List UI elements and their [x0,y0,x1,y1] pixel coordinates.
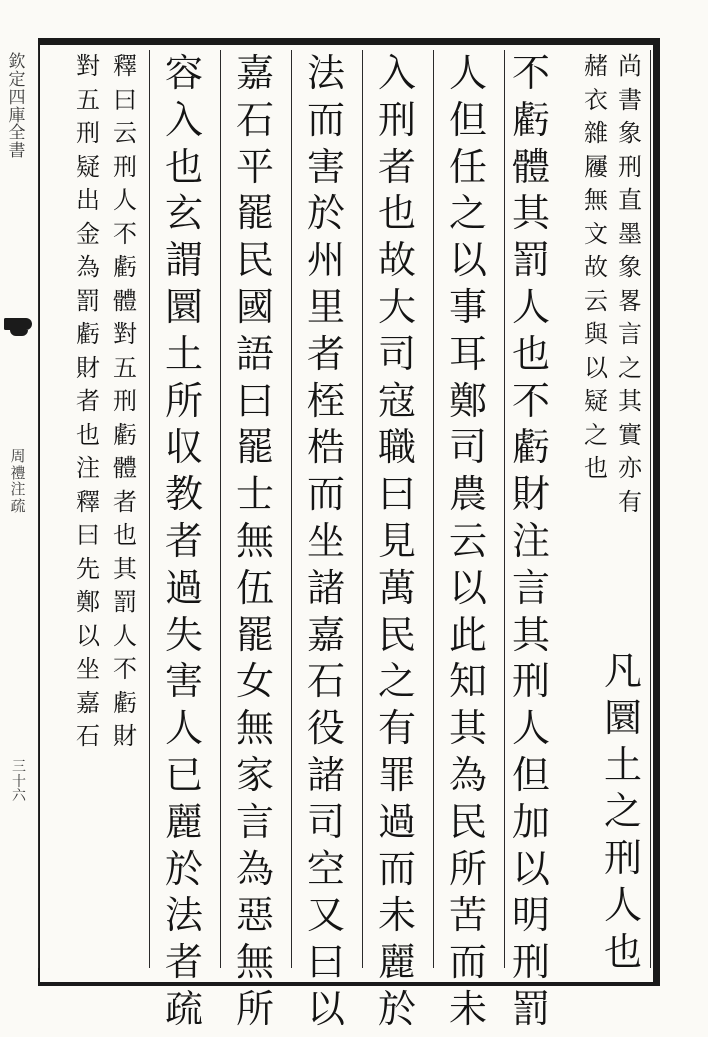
glyph: 諸 [306,565,345,610]
glyph: 注 [10,480,26,498]
main-text-column-4 [374,51,420,1037]
glyph: 萬 [377,565,416,610]
glyph: 寇 [377,378,416,423]
glyph: 平 [235,144,274,189]
glyph: 事 [448,284,487,329]
glyph: 土 [164,331,203,376]
glyph: 虧 [113,420,137,449]
glyph: 罰 [511,986,550,1031]
glyph: 所 [448,846,487,891]
column-rule [291,50,292,968]
glyph: 其 [448,706,487,751]
glyph: 人 [113,186,137,214]
glyph: 書 [618,85,642,114]
glyph: 罰 [511,238,550,283]
commentary-column-8a [110,54,140,758]
glyph: 女 [235,659,274,704]
glyph: 財 [113,722,137,750]
commentary-column-8b [74,54,102,758]
glyph: 嘉 [76,688,100,717]
glyph: 人 [603,882,642,927]
glyph: 但 [448,97,487,142]
glyph: 體 [511,144,550,189]
glyph: 諸 [306,752,345,797]
glyph: 民 [377,612,416,657]
glyph: 文 [584,219,608,248]
column-rule [220,50,221,968]
main-text-column-7 [161,51,207,1037]
glyph: 失 [164,612,203,657]
glyph: 教 [164,472,203,517]
glyph: 象 [618,119,642,147]
folio-number [10,760,28,804]
glyph: 以 [511,846,550,891]
glyph: 之 [584,420,608,449]
glyph: 州 [306,238,345,283]
glyph: 也 [113,521,137,549]
glyph: 過 [377,799,416,844]
glyph: 石 [306,659,345,704]
glyph: 為 [235,846,274,891]
glyph: 尚 [618,52,642,80]
glyph: 十 [12,773,26,790]
glyph: 加 [511,799,550,844]
glyph: 所 [164,378,203,423]
glyph: 而 [448,940,487,985]
glyph: 罷 [235,425,274,470]
glyph: 五 [76,85,100,114]
glyph: 罰 [76,286,100,315]
glyph: 刑 [113,152,137,181]
glyph: 曰 [377,472,416,517]
glyph: 石 [235,97,274,142]
glyph: 入 [377,51,416,95]
glyph: 刑 [603,836,642,881]
glyph: 庫 [8,105,26,126]
glyph: 已 [164,752,203,797]
glyph: 桎 [306,378,345,423]
glyph: 石 [76,722,100,750]
glyph: 疏 [164,986,203,1031]
glyph: 而 [306,97,345,142]
glyph: 不 [511,378,550,423]
glyph: 六 [12,788,26,805]
glyph: 曰 [76,521,100,549]
glyph: 而 [377,846,416,891]
glyph: 財 [76,353,100,382]
glyph: 不 [113,655,137,683]
glyph: 周 [10,447,26,465]
glyph: 以 [584,353,608,382]
glyph: 大 [377,284,416,329]
glyph: 其 [618,387,642,415]
glyph: 實 [618,420,642,449]
glyph: 謂 [164,238,203,283]
glyph: 害 [306,144,345,189]
glyph: 與 [584,320,608,348]
glyph: 者 [306,331,345,376]
glyph: 罰 [113,588,137,616]
glyph: 言 [511,565,550,610]
main-text-column-2 [508,51,554,1037]
glyph: 虧 [511,425,550,470]
glyph: 曰 [235,378,274,423]
glyph: 未 [448,986,487,1031]
commentary-column-1b [582,54,610,490]
glyph: 嘉 [306,612,345,657]
glyph: 不 [511,51,550,95]
glyph: 於 [306,191,345,236]
glyph: 容 [164,51,203,95]
glyph: 云 [448,518,487,563]
glyph: 畧 [618,286,642,315]
glyph: 於 [164,846,203,891]
glyph: 刑 [511,940,550,985]
glyph: 其 [511,612,550,657]
glyph: 者 [164,518,203,563]
glyph: 空 [306,846,345,891]
glyph: 疑 [76,152,100,181]
glyph: 人 [113,621,137,650]
glyph: 人 [164,706,203,751]
glyph: 書 [8,141,26,162]
main-text-column-5 [303,51,349,1037]
glyph: 象 [618,253,642,281]
glyph: 禮 [10,463,26,482]
glyph: 法 [164,893,203,938]
glyph: 農 [448,472,487,517]
glyph: 也 [164,144,203,189]
glyph: 云 [584,286,608,315]
glyph: 也 [603,929,642,974]
column-rule [149,50,150,968]
glyph: 罷 [235,612,274,657]
glyph: 之 [603,789,642,834]
glyph: 言 [618,320,642,348]
glyph: 有 [377,706,416,751]
glyph: 嘉 [235,51,274,95]
glyph: 而 [306,472,345,517]
glyph: 坐 [76,655,100,683]
glyph: 未 [377,893,416,938]
glyph: 注 [76,454,100,482]
glyph: 苦 [448,893,487,938]
glyph: 者 [113,487,137,516]
main-text-column-6 [232,51,278,1037]
glyph: 所 [235,986,274,1031]
column-rule [504,50,505,968]
glyph: 刑 [113,387,137,415]
glyph: 言 [235,799,274,844]
glyph: 民 [448,799,487,844]
glyph: 惡 [235,893,274,938]
column-rule [38,50,39,968]
glyph: 注 [511,518,550,563]
glyph: 虧 [76,320,100,348]
glyph: 云 [113,119,137,147]
glyph: 曰 [113,85,137,114]
glyph: 對 [113,320,137,348]
main-text-column-1 [600,649,646,980]
glyph: 定 [8,69,26,90]
fish-tail-mark-icon [4,318,32,330]
glyph: 虧 [511,97,550,142]
glyph: 疑 [584,387,608,415]
glyph: 司 [306,799,345,844]
glyph: 釋 [113,52,137,80]
book-title [8,448,28,514]
glyph: 欽 [8,52,26,72]
glyph: 故 [584,253,608,281]
glyph: 無 [584,186,608,214]
glyph: 玄 [164,191,203,236]
glyph: 耳 [448,331,487,376]
glyph: 無 [235,940,274,985]
commentary-column-1a [615,54,645,523]
glyph: 直 [618,186,642,214]
main-text-column-3 [445,51,491,1037]
glyph: 虧 [113,253,137,281]
glyph: 知 [448,659,487,704]
glyph: 伍 [235,565,274,610]
glyph: 梏 [306,425,345,470]
column-rule [362,50,363,968]
glyph: 出 [76,186,100,214]
glyph: 人 [448,51,487,95]
glyph: 有 [618,487,642,516]
glyph: 釋 [76,487,100,516]
glyph: 役 [306,706,345,751]
glyph: 雜 [584,119,608,147]
glyph: 無 [235,518,274,563]
glyph: 以 [306,986,345,1031]
glyph: 収 [164,425,203,470]
glyph: 凡 [603,649,642,693]
glyph: 墨 [618,219,642,248]
glyph: 司 [377,331,416,376]
glyph: 之 [618,353,642,382]
glyph: 屨 [584,152,608,181]
glyph: 土 [603,742,642,787]
glyph: 見 [377,518,416,563]
glyph: 刑 [377,97,416,142]
glyph: 為 [76,253,100,281]
glyph: 赭 [584,52,608,80]
glyph: 為 [448,752,487,797]
glyph: 虧 [113,688,137,717]
glyph: 全 [8,123,26,144]
glyph: 司 [448,425,487,470]
glyph: 麗 [377,940,416,985]
glyph: 三 [12,759,26,775]
glyph: 不 [113,219,137,248]
glyph: 但 [511,752,550,797]
glyph: 害 [164,659,203,704]
glyph: 其 [511,191,550,236]
glyph: 金 [76,219,100,248]
glyph: 里 [306,284,345,329]
glyph: 於 [377,986,416,1031]
glyph: 以 [448,565,487,610]
glyph: 也 [76,420,100,449]
glyph: 鄭 [76,588,100,616]
glyph: 此 [448,612,487,657]
glyph: 體 [113,454,137,482]
glyph: 也 [584,454,608,482]
column-rule [650,50,651,968]
glyph: 四 [8,87,26,108]
glyph: 之 [377,659,416,704]
glyph: 圜 [603,695,642,740]
glyph: 圜 [164,284,203,329]
glyph: 士 [235,472,274,517]
glyph: 曰 [306,940,345,985]
glyph: 之 [448,191,487,236]
glyph: 法 [306,51,345,95]
glyph: 者 [377,144,416,189]
glyph: 人 [511,284,550,329]
glyph: 財 [511,472,550,517]
glyph: 故 [377,238,416,283]
glyph: 家 [235,752,274,797]
glyph: 坐 [306,518,345,563]
glyph: 麗 [164,799,203,844]
glyph: 以 [448,238,487,283]
glyph: 衣 [584,85,608,114]
library-label [6,54,28,161]
column-rule [433,50,434,968]
glyph: 疏 [10,496,26,515]
glyph: 鄭 [448,378,487,423]
glyph: 入 [164,97,203,142]
glyph: 人 [511,706,550,751]
glyph: 體 [113,286,137,315]
glyph: 者 [76,387,100,415]
glyph: 刑 [511,659,550,704]
glyph: 者 [164,940,203,985]
glyph: 對 [76,52,100,80]
glyph: 民 [235,238,274,283]
glyph: 刑 [618,152,642,181]
glyph: 罪 [377,752,416,797]
glyph: 刑 [76,119,100,147]
glyph: 先 [76,554,100,583]
glyph: 職 [377,425,416,470]
glyph: 又 [306,893,345,938]
glyph: 明 [511,893,550,938]
glyph: 語 [235,331,274,376]
glyph: 以 [76,621,100,650]
glyph: 過 [164,565,203,610]
glyph: 任 [448,144,487,189]
glyph: 無 [235,706,274,751]
glyph: 亦 [618,454,642,482]
glyph: 也 [377,191,416,236]
glyph: 其 [113,554,137,583]
glyph: 也 [511,331,550,376]
glyph: 罷 [235,191,274,236]
glyph: 五 [113,353,137,382]
glyph: 國 [235,284,274,329]
